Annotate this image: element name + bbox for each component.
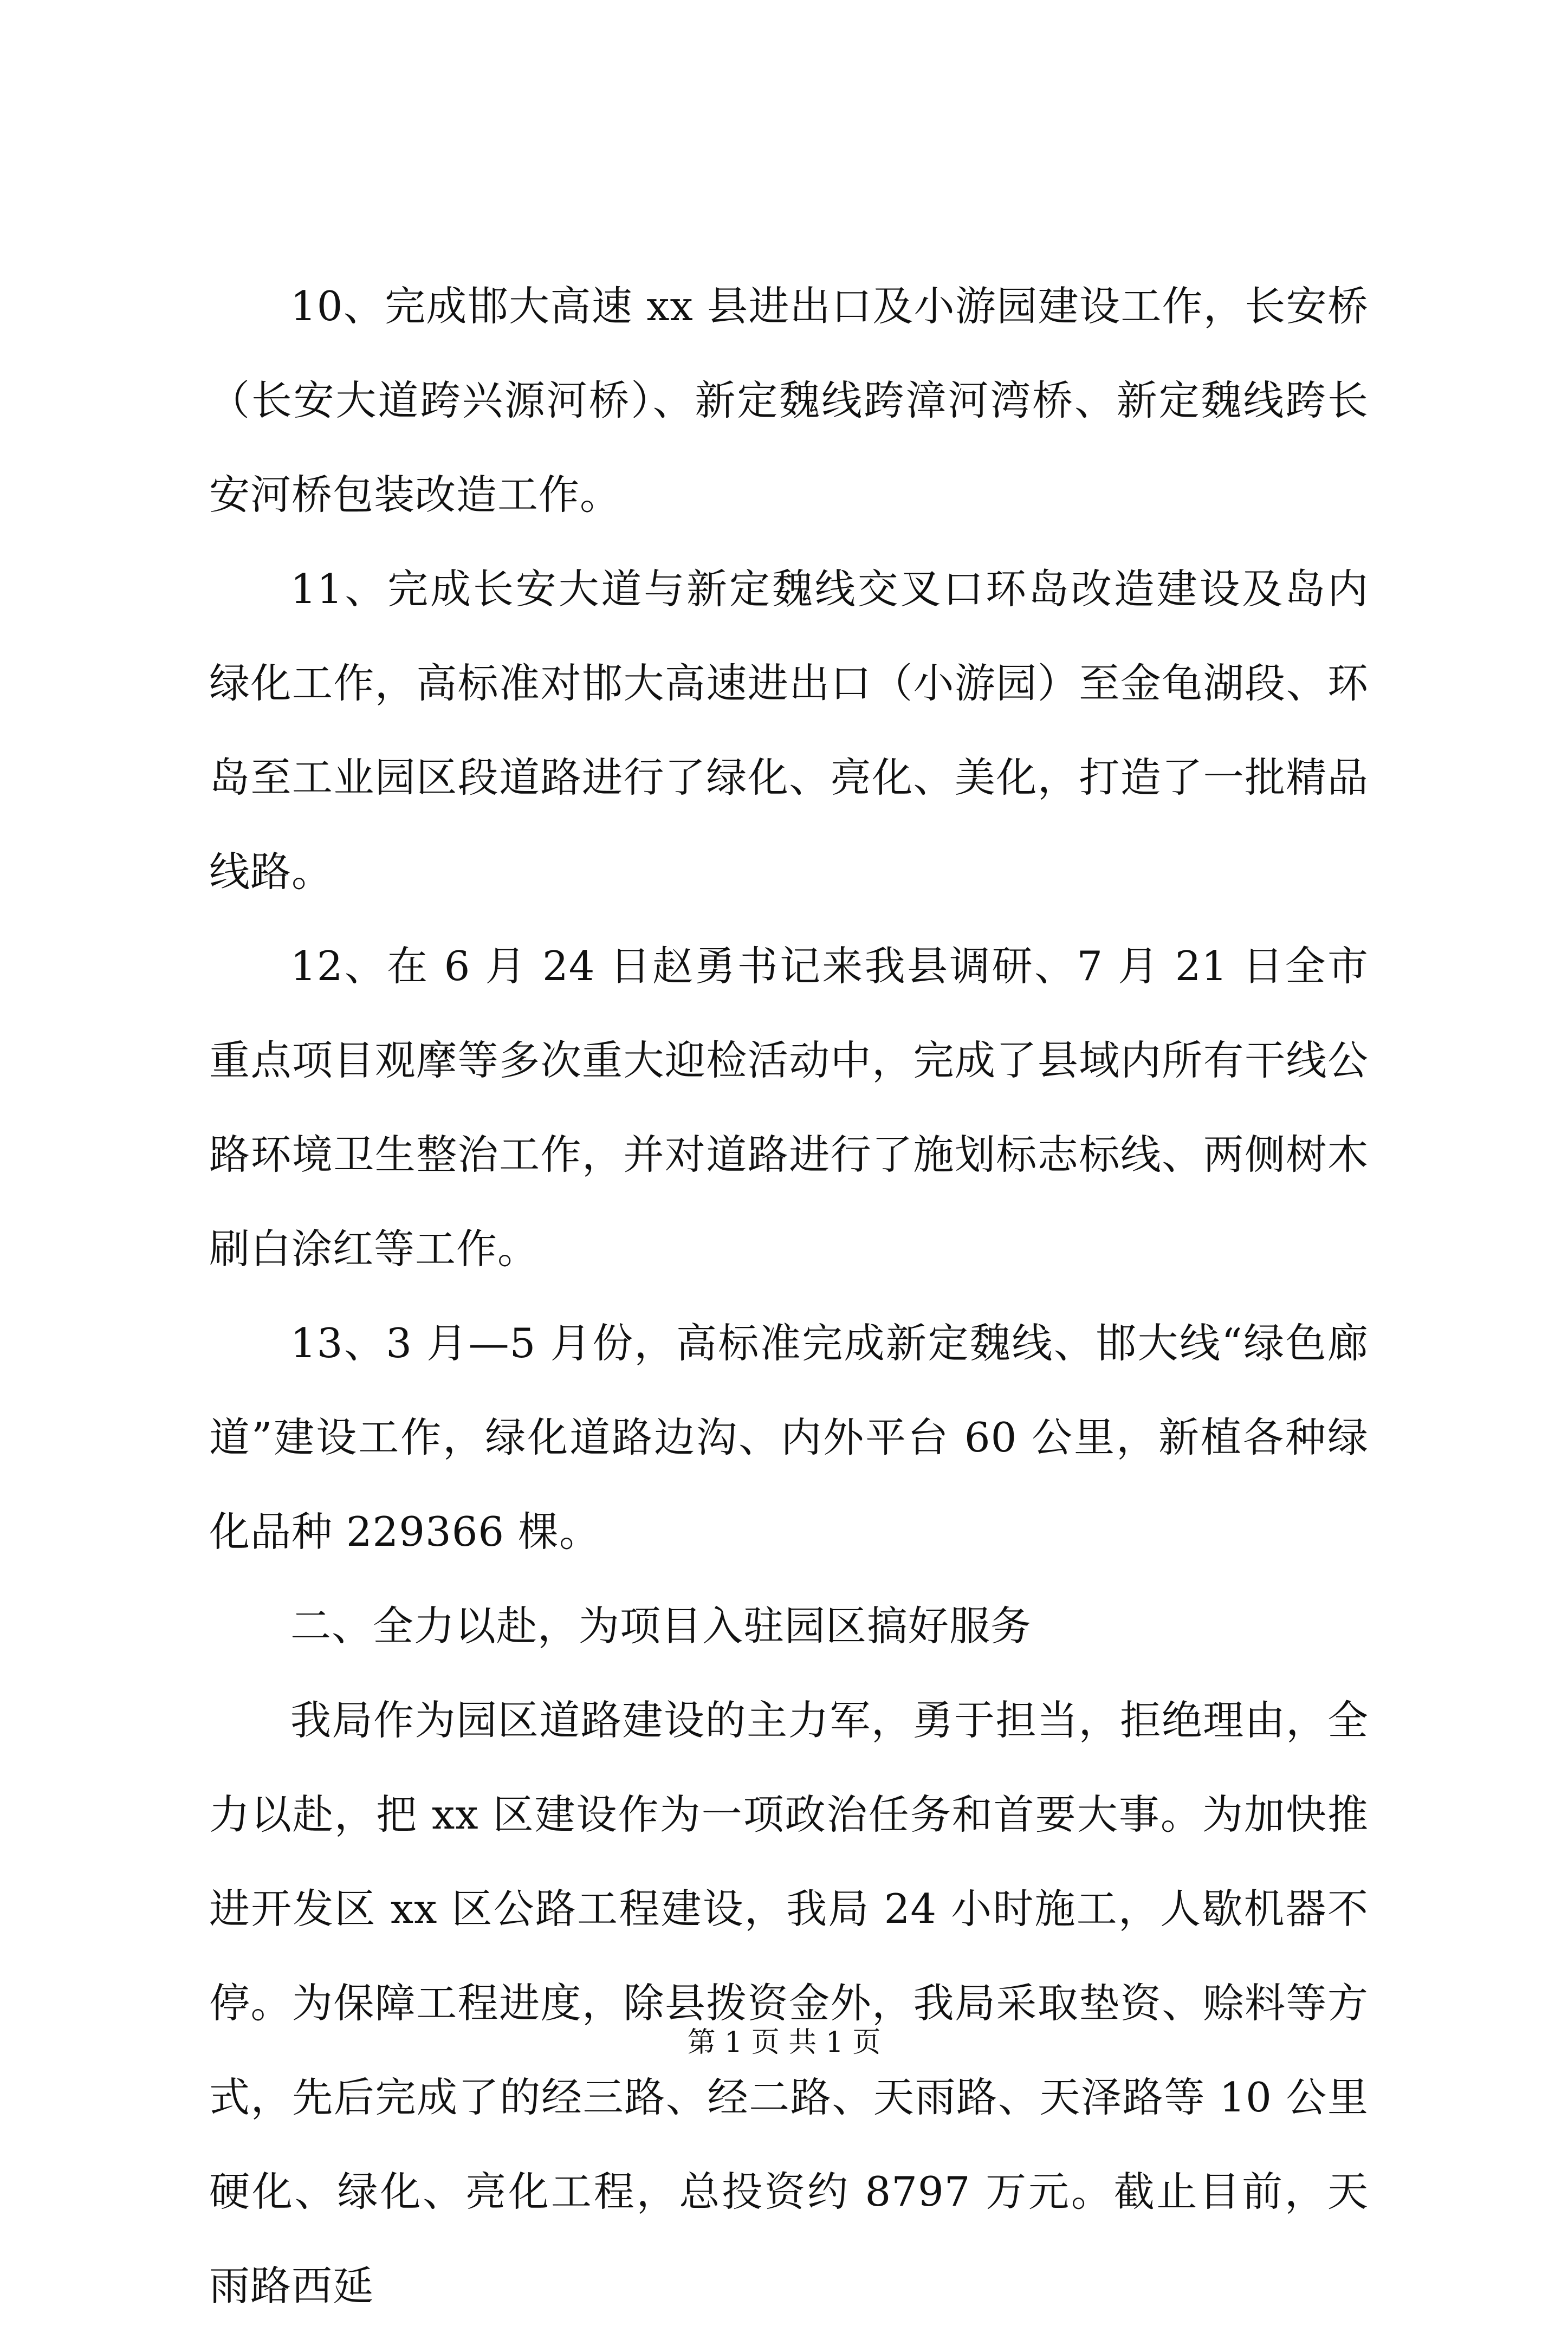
section-heading: 二、全力以赴，为项目入驻园区搞好服务 bbox=[290, 1602, 1032, 1650]
page-footer: 第 1 页 共 1 页 bbox=[687, 2026, 881, 2059]
paragraph-body: 我局作为园区道路建设的主力军，勇于担当，拒绝理由，全力以赴，把 xx 区建设作为一项政治任务和首要大事。为加快推进开发区 xx 区公路工程建设，我局 24 小时施工，人歇机器不停。为保障工程进度，除县拨资金外，我局采取垫资、赊料等方式，先后完成了的经三路、经二路、天雨路、天泽路等 10 公里硬化、绿化、亮化工程，总投资约 8797 万元。截止目前，天雨路西延 bbox=[209, 1696, 1369, 2310]
paragraph-item-13: 13、3 月—5 月份，高标准完成新定魏线、邯大线“绿色廊道”建设工作，绿化道路边沟、内外平台 60 公里，新植各种绿化品种 229366 棵。 bbox=[209, 1319, 1369, 1556]
paragraph-item-10: 10、完成邯大高速 xx 县进出口及小游园建设工作，长安桥（长安大道跨兴源河桥）、新定魏线跨漳河湾桥、新定魏线跨长安河桥包装改造工作。 bbox=[209, 282, 1369, 519]
document-body bbox=[209, 259, 1369, 2333]
paragraph-item-12: 12、在 6 月 24 日赵勇书记来我县调研、7 月 21 日全市重点项目观摩等多次重大迎检活动中，完成了县域内所有干线公路环境卫生整治工作，并对道路进行了施划标志标线、两侧树木刷白涂红等工作。 bbox=[209, 942, 1369, 1273]
paragraph-item-11: 11、完成长安大道与新定魏线交叉口环岛改造建设及岛内绿化工作，高标准对邯大高速进出口（小游园）至金龟湖段、环岛至工业园区段道路进行了绿化、亮化、美化，打造了一批精品线路。 bbox=[209, 565, 1369, 896]
